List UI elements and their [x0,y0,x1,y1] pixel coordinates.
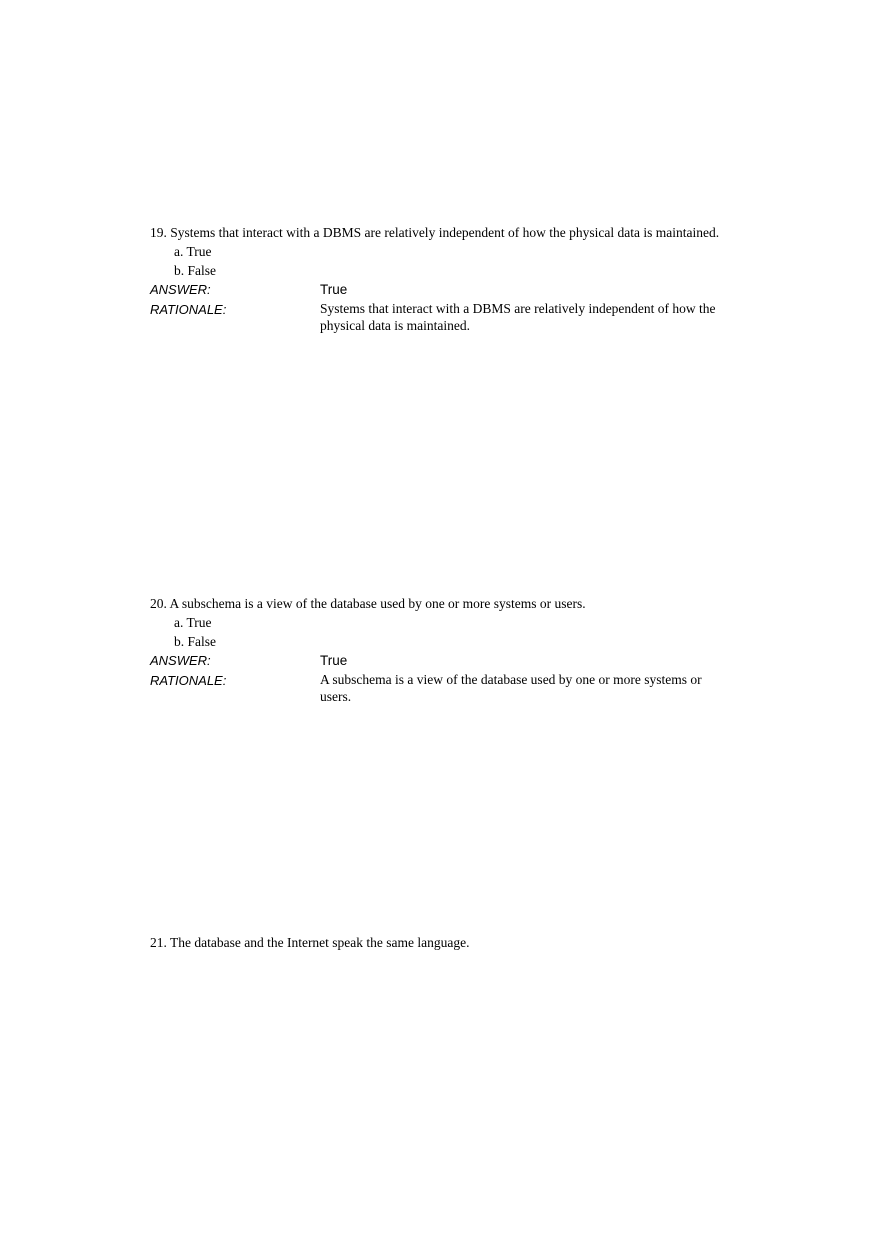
rationale-text: Systems that interact with a DBMS are relatively independent of how the physical data is maintained. [320,301,716,333]
question-stem: 19. Systems that interact with a DBMS are relatively independent of how the physical data is maintained. [150,225,720,240]
answer-row [150,280,740,299]
rationale-row [150,671,740,705]
answer-label: ANSWER: [150,282,211,297]
option-b: b. False [174,634,216,649]
rationale-row [150,300,740,334]
rationale-text: A subschema is a view of the database used by one or more systems or users. [320,672,702,704]
answer-value: True [320,282,348,297]
option-a: a. True [174,244,212,259]
question-21 [150,934,740,952]
option-b: b. False [174,263,216,278]
question-19 [150,224,740,334]
rationale-label: RATIONALE: [150,673,227,688]
answer-row [150,651,740,670]
question-stem: 20. A subschema is a view of the database used by one or more systems or users. [150,596,586,611]
option-a: a. True [174,615,212,630]
rationale-label: RATIONALE: [150,302,227,317]
answer-label: ANSWER: [150,653,211,668]
question-stem: 21. The database and the Internet speak the same language. [150,935,470,950]
answer-value: True [320,653,348,668]
question-20 [150,595,740,705]
